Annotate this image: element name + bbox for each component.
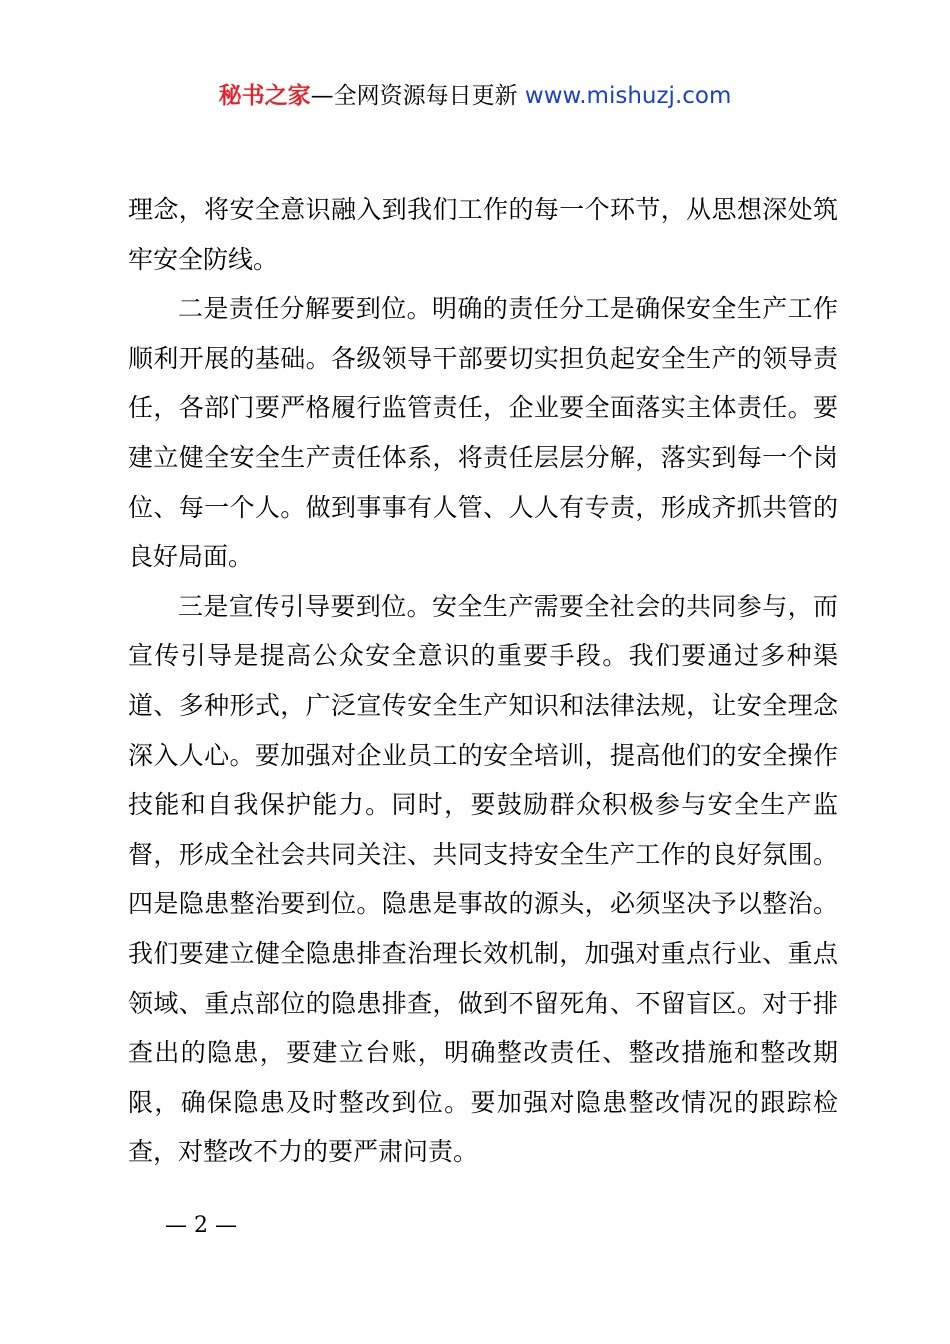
page-header <box>0 78 950 114</box>
header-url-link[interactable]: www.mishuzj.com <box>524 83 732 109</box>
paragraph-continuation: 理念，将安全意识融入到我们工作的每一个环节，从思想深处筑牢安全防线。 <box>128 195 838 274</box>
paragraph-responsibility: 二是责任分解要到位。明确的责任分工是确保安全生产工作顺利开展的基础。各级领导干部要切实担负起安全生产的领导责任，各部门要严格履行监管责任，企业要全面落实主体责任。要建立健全安全生产责任体系，将责任层层分解，落实到每一个岗位、每一个人。做到事事有人管、人人有专责，形成齐抓共管的良好局面。 <box>128 294 838 572</box>
page-number: — 2 — <box>165 1213 237 1238</box>
brand-name: 秘书之家 <box>218 83 311 109</box>
paragraph-publicity: 三是宣传引导要到位。安全生产需要全社会的共同参与，而宣传引导是提高公众安全意识的重要手段。我们要通过多种渠道、多种形式，广泛宣传安全生产知识和法律法规，让安全理念深入人心。要加强对企业员工的安全培训，提高他们的安全操作技能和自我保护能力。同时，要鼓励群众积极参与安全生产监督，形成全社会共同关注、共同支持安全生产工作的良好氛围。四是隐患整治要到位。隐患是事故的源头，必须坚决予以整治。我们要建立健全隐患排查治理长效机制，加强对重点行业、重点领域、重点部位的隐患排查，做到不留死角、不留盲区。对于排查出的隐患，要建立台账，明确整改责任、整改措施和整改期限，确保隐患及时整改到位。要加强对隐患整改情况的跟踪检查，对整改不力的要严肃问责。 <box>128 591 838 1167</box>
header-tagline: —全网资源每日更新 <box>310 83 525 109</box>
document-body <box>128 185 838 1177</box>
